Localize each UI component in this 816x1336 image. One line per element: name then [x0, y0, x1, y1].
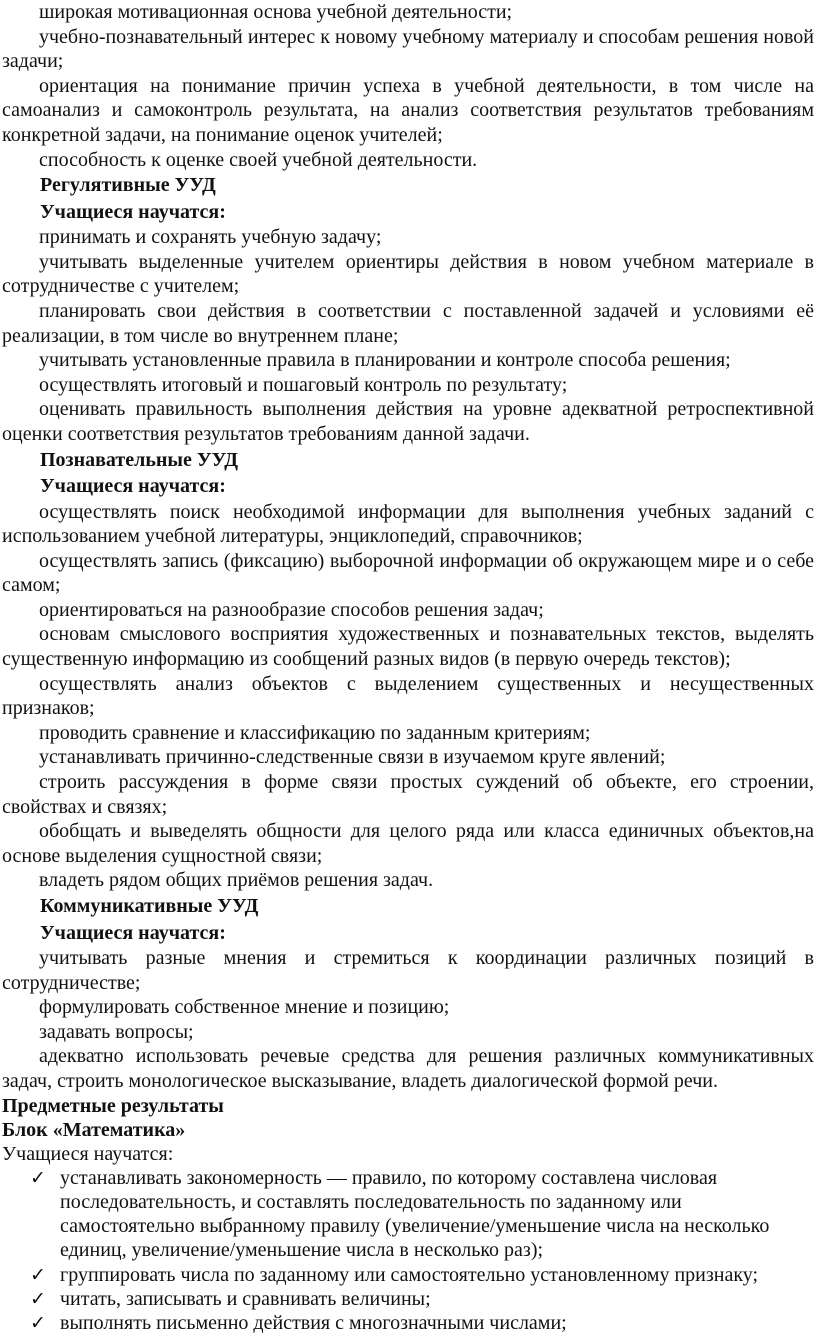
dash-bullet: [0, 397, 2, 422]
dash-bullet: [0, 868, 2, 893]
list-item: – адекватно использовать речевые средства для решения различных коммуникативных задач, строить монологическое высказывание, владеть диалогической формой речи.: [2, 1044, 814, 1093]
checklist-item: ✓ группировать числа по заданному или самостоятельно установленному признаку;: [30, 1263, 759, 1286]
checklist-item: ✓ выполнять письменно действия с многозначными числами;: [30, 1312, 567, 1335]
dash-bullet: [0, 225, 2, 250]
list-item: – осуществлять запись (фиксацию) выборочной информации об окружающем мире и о себе самом;: [2, 549, 814, 598]
dash-bullet: [0, 549, 2, 574]
dash-bullet: [0, 0, 2, 25]
list-item: – широкая мотивационная основа учебной деятельности;: [2, 0, 814, 25]
dash-bullet: [0, 995, 2, 1020]
checkmark-icon: ✓: [30, 1166, 46, 1189]
dash-bullet: [0, 1020, 2, 1045]
dash-bullet: [0, 946, 2, 971]
dash-bullet: [0, 373, 2, 398]
dash-bullet: [0, 721, 2, 746]
section-heading-communicative: Коммуникативные УУД: [40, 895, 259, 917]
checklist: [2, 1166, 814, 1336]
list-item: – ориентироваться на разнообразие способов решения задач;: [2, 598, 814, 623]
list-item: – учитывать разные мнения и стремиться к координации различных позиций в сотрудничестве;: [2, 946, 814, 995]
section-heading-regulative: Регулятивные УУД: [40, 174, 216, 197]
dash-bullet: [0, 622, 2, 647]
dash-bullet: [0, 770, 2, 795]
list-item: – планировать свои действия в соответствии с поставленной задачей и условиями её реализации, в том числе во внутреннем плане;: [2, 299, 814, 348]
dash-bullet: [0, 745, 2, 770]
list-item: – задавать вопросы;: [2, 1020, 814, 1045]
dash-bullet: [0, 148, 2, 173]
dash-bullet: [0, 25, 2, 50]
list-item: – строить рассуждения в форме связи простых суждений об объекте, его строении, свойствах и связях;: [2, 770, 814, 819]
list-item: – способность к оценке своей учебной деятельности.: [2, 148, 814, 173]
section-subheading: Учащиеся научатся:: [40, 200, 226, 223]
list-item: – владеть рядом общих приёмов решения задач.: [2, 868, 814, 893]
list-item: – основам смыслового восприятия художественных и познавательных текстов, выделять существенную информацию из сообщений разных видов (в первую очередь текстов);: [2, 622, 814, 671]
list-item: – принимать и сохранять учебную задачу;: [2, 225, 814, 250]
list-item: – осуществлять итоговый и пошаговый контроль по результату;: [2, 373, 814, 398]
checklist-item: ✓ устанавливать закономерность — правило, по которому составлена числовая последовательность, и составлять последовательность по заданному или самостоятельно выбранному правилу (увеличение/уменьшение числа на несколько единиц, увеличение/уменьшение числа в несколько раз);: [30, 1166, 770, 1262]
section-heading-cognitive: Познавательные УУД: [40, 448, 239, 471]
list-item: – формулировать собственное мнение и позицию;: [2, 995, 814, 1020]
checkmark-icon: ✓: [30, 1263, 46, 1286]
subject-results-heading: Предметные результаты: [2, 1094, 224, 1117]
list-item: – ориентация на понимание причин успеха в учебной деятельности, в том числе на самоанализ и самоконтроль результата, на анализ соответствия результатов требованиям конкретной задачи, на понимание оценок учителей;: [2, 74, 814, 148]
list-item: – осуществлять анализ объектов с выделением существенных и несущественных признаков;: [2, 672, 814, 721]
dash-bullet: [0, 1044, 2, 1069]
dash-bullet: [0, 500, 2, 525]
list-item: – учитывать установленные правила в планировании и контроле способа решения;: [2, 348, 814, 373]
dash-bullet: [0, 250, 2, 275]
checkmark-icon: ✓: [30, 1312, 46, 1335]
list-item: – учитывать выделенные учителем ориентиры действия в новом учебном материале в сотрудничестве с учителем;: [2, 250, 814, 299]
list-item: – проводить сравнение и классификацию по заданным критериям;: [2, 721, 814, 746]
checkmark-icon: ✓: [30, 1288, 46, 1311]
list-item: – оценивать правильность выполнения действия на уровне адекватной ретроспективной оценки соответствия результатов требованиям данной задачи.: [2, 397, 814, 446]
list-item: – учебно-познавательный интерес к новому учебному материалу и способам решения новой задачи;: [2, 25, 814, 74]
dash-bullet: [0, 598, 2, 623]
dash-bullet: [0, 819, 2, 844]
section-subheading: Учащиеся научатся:: [40, 475, 226, 497]
block-heading-math: Блок «Математика»: [2, 1118, 186, 1141]
list-item: – осуществлять поиск необходимой информации для выполнения учебных заданий с использованием учебной литературы, энциклопедий, справочников;: [2, 500, 814, 549]
list-item: – обобщать и выведелять общности для целого ряда или класса единичных объектов,на основе выделения сущностной связи;: [2, 819, 814, 868]
subject-intro: Учащиеся научатся:: [2, 1142, 174, 1165]
dash-bullet: [0, 299, 2, 324]
dash-bullet: [0, 348, 2, 373]
list-item: – устанавливать причинно-следственные связи в изучаемом круге явлений;: [2, 745, 814, 770]
section-subheading: Учащиеся научатся:: [40, 921, 226, 944]
dash-bullet: [0, 74, 2, 99]
checklist-item: ✓ читать, записывать и сравнивать величины;: [30, 1288, 431, 1311]
dash-bullet: [0, 672, 2, 697]
